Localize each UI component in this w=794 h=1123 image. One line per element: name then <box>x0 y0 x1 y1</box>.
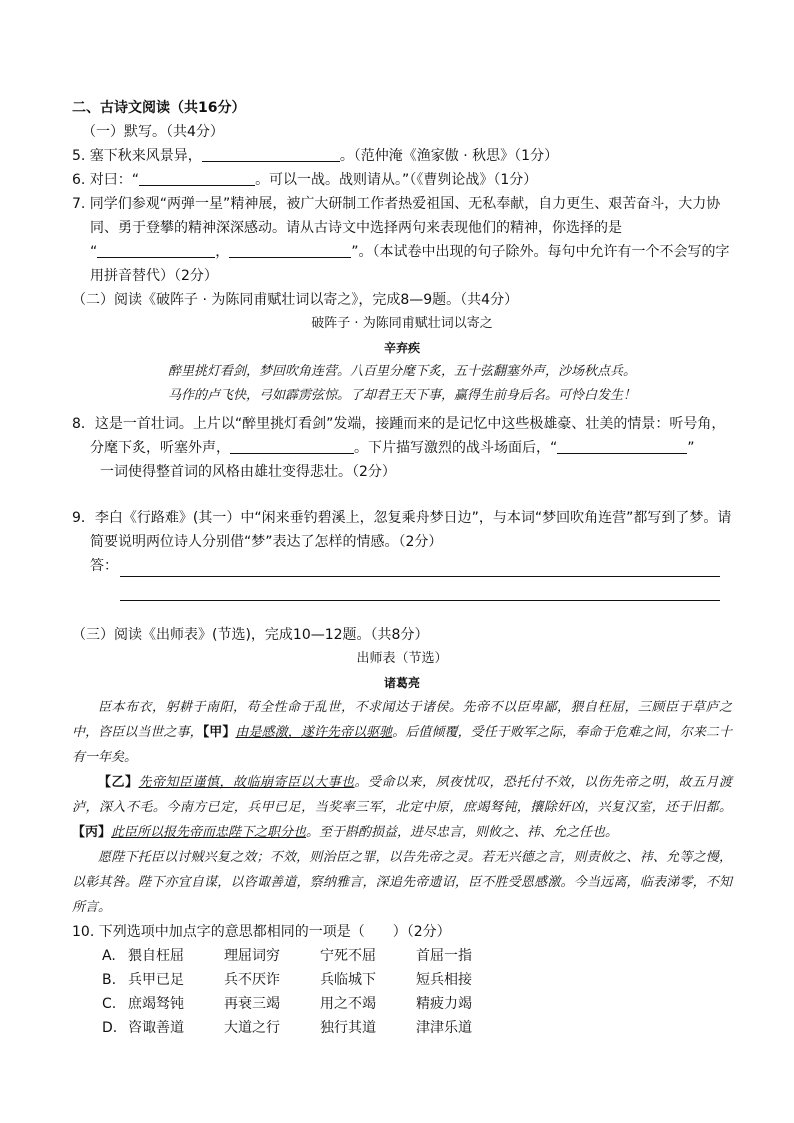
question-10: 10. 下列选项中加点字的意思都相同的一项是（ ）（2分） <box>72 924 451 940</box>
q8-blank-2[interactable] <box>557 439 687 454</box>
option-item: 用之不竭 <box>320 996 376 1012</box>
q7-comma: ， <box>215 244 230 260</box>
sentence-jia: 由是感激，遂许先帝以驱驰 <box>235 725 393 740</box>
section-title: 二、古诗文阅读（共16分） <box>72 100 246 116</box>
text-title: 出师表（节选） <box>356 651 448 666</box>
q8-text-a: 分麾下炙，听塞外声， <box>90 440 230 456</box>
options-list <box>72 944 732 1040</box>
option-label: A. <box>102 948 116 964</box>
option-item: 兵不厌诈 <box>224 972 280 988</box>
part3-header: （三）阅读《出师表》(节选)，完成10—12题。（共8分） <box>72 627 429 643</box>
poem-line-2: 马作的卢飞快，弓如霹雳弦惊。了却君王天下事，赢得生前身后名。可怜白发生！ <box>167 388 636 403</box>
option-label: B. <box>102 972 117 988</box>
answer-line-2[interactable] <box>72 578 720 601</box>
answer-label: 答： <box>90 558 118 574</box>
q7-text-c: ”。（本试卷中出现的句子除外。每句中允许有一个不会写的字 <box>351 244 730 260</box>
q6-blank[interactable] <box>139 171 255 186</box>
marker-yi: 【乙】 <box>98 775 139 790</box>
option-label: D. <box>102 1020 118 1036</box>
p2-rest: 。至于斟酌损益，进尽忠言，则攸之、祎、允之任也。 <box>306 825 619 840</box>
text-author: 诸葛亮 <box>383 676 420 690</box>
q5-blank[interactable] <box>202 147 340 162</box>
question-7-line-2: 同、勇于登攀的精神深深感动。请从古诗文中选择两句来表现他们的精神，你选择的是 <box>90 220 622 236</box>
exam-page <box>72 96 732 1040</box>
question-8-line-2 <box>72 436 732 460</box>
question-8-line-1: 8．这是一首壮词。上片以“醉里挑灯看剑”发端，接踵而来的是记忆中这些极雄豪、壮美的情景：听号角， <box>72 416 726 432</box>
prose-paragraph-3: 愿陛下托臣以讨贼兴复之效；不效，则治臣之罪，以告先帝之灵。若无兴德之言，则责攸之、祎、允等之慢，以彰其咎。陛下亦宜自谋，以咨诹善道，察纳雅言，深追先帝遗诏，臣不胜受恩感激。今当远离，临表涕零，不知所言。 <box>72 850 732 915</box>
option-item: 再衰三竭 <box>224 996 280 1012</box>
prose-paragraph-2 <box>72 770 732 845</box>
option-item: 独行其道 <box>320 1020 376 1036</box>
q6-text-a: 6. 对曰：“ <box>72 172 140 188</box>
option-item: 短兵相接 <box>416 972 472 988</box>
option-item: 首屈一指 <box>416 948 472 964</box>
p1-text: 臣本布衣，躬耕于南阳，苟全性命于乱世，不求闻达于诸侯。先帝不以臣卑鄙，猥自枉屈，三顾臣于草庐之中，咨臣以当世之事， <box>72 700 732 740</box>
option-row-a[interactable] <box>72 944 732 968</box>
option-item: 宁死不屈 <box>320 948 376 964</box>
option-row-b[interactable] <box>72 968 732 992</box>
q6-text-b: 。可以一战。战则请从。”（《曹刿论战》（1分） <box>255 172 538 188</box>
option-item: 津津乐道 <box>416 1020 472 1036</box>
marker-jia: 【甲】 <box>202 725 236 740</box>
part2-header: （二）阅读《破阵子 · 为陈同甫赋壮词以寄之》，完成8—9题。（共4分） <box>72 292 519 308</box>
answer-line-1[interactable] <box>120 554 720 578</box>
sentence-bing: 此臣所以报先帝而忠陛下之职分也 <box>111 825 307 840</box>
q8-text-c: ” <box>687 440 695 456</box>
option-item: 兵甲已足 <box>128 972 184 988</box>
option-label: C. <box>102 996 117 1012</box>
option-item: 庶竭驽钝 <box>128 996 184 1012</box>
option-item: 理屈词穷 <box>224 948 280 964</box>
option-item: 精疲力竭 <box>416 996 472 1012</box>
option-item: 咨诹善道 <box>128 1020 184 1036</box>
option-item: 大道之行 <box>224 1020 280 1036</box>
prose-paragraph-1 <box>72 695 732 770</box>
q7-blank-2[interactable] <box>229 243 351 258</box>
question-7-line-1: 7. 同学们参观“两弹一星”精神展，被广大研制工作者热爱祖国、无私奉献，自力更生、艰苦奋斗，大力协 <box>72 196 721 212</box>
question-9-line-2: 简要说明两位诗人分别借“梦”表达了怎样的情感。（2分） <box>90 534 443 550</box>
part1-header: （一）默写。（共4分） <box>82 124 224 140</box>
q5-text-a: 5. 塞下秋来风景异， <box>72 148 202 164</box>
answer-area <box>72 554 732 578</box>
marker-bing: 【丙】 <box>72 825 112 840</box>
sentence-yi: 先帝知臣谨慎，故临崩寄臣以大事也 <box>138 775 355 790</box>
q8-text-b: 。下片描写激烈的战斗场面后，“ <box>354 440 558 456</box>
question-8-line-3: 一词使得整首词的风格由雄壮变得悲壮。（2分） <box>100 464 396 480</box>
poem-line-1: 醉里挑灯看剑，梦回吹角连营。八百里分麾下炙，五十弦翻塞外声，沙场秋点兵。 <box>167 364 636 379</box>
p2-mid: 。受命以来，夙夜忧叹，恐托付不效，以伤先帝之明，故五月渡泸，深入不毛。今南方已定，兵甲已足，当奖率三军，北定中原，庶竭驽钝，攘除奸凶，兴复汉室，还于旧都。 <box>72 775 732 815</box>
q7-quote-open: “ <box>90 244 98 260</box>
poem-author: 辛弃疾 <box>383 341 420 355</box>
option-item: 兵临城下 <box>320 972 376 988</box>
q8-blank-1[interactable] <box>230 439 354 454</box>
p1-rest: 。后值倾覆，受任于败军之际，奉命于危难之间，尔来二十有一年矣。 <box>72 725 732 765</box>
question-9-line-1: 9．李白《行路难》(其一）中“闲来垂钓碧溪上，忽复乘舟梦日边”，与本词“梦回吹角连营”都写到了梦。请 <box>72 510 732 526</box>
q7-blank-1[interactable] <box>97 243 215 258</box>
poem-title: 破阵子 · 为陈同甫赋壮词以寄之 <box>311 316 493 331</box>
question-6 <box>72 168 732 192</box>
question-5 <box>72 144 732 168</box>
option-row-d[interactable] <box>72 1016 732 1040</box>
option-row-c[interactable] <box>72 992 732 1016</box>
option-item: 猥自枉屈 <box>128 948 184 964</box>
question-7-line-4: 用拼音替代）（2分） <box>90 268 218 284</box>
q5-text-b: 。（范仲淹《渔家傲 · 秋思》（1分） <box>339 148 559 164</box>
question-7-line-3 <box>72 240 732 264</box>
